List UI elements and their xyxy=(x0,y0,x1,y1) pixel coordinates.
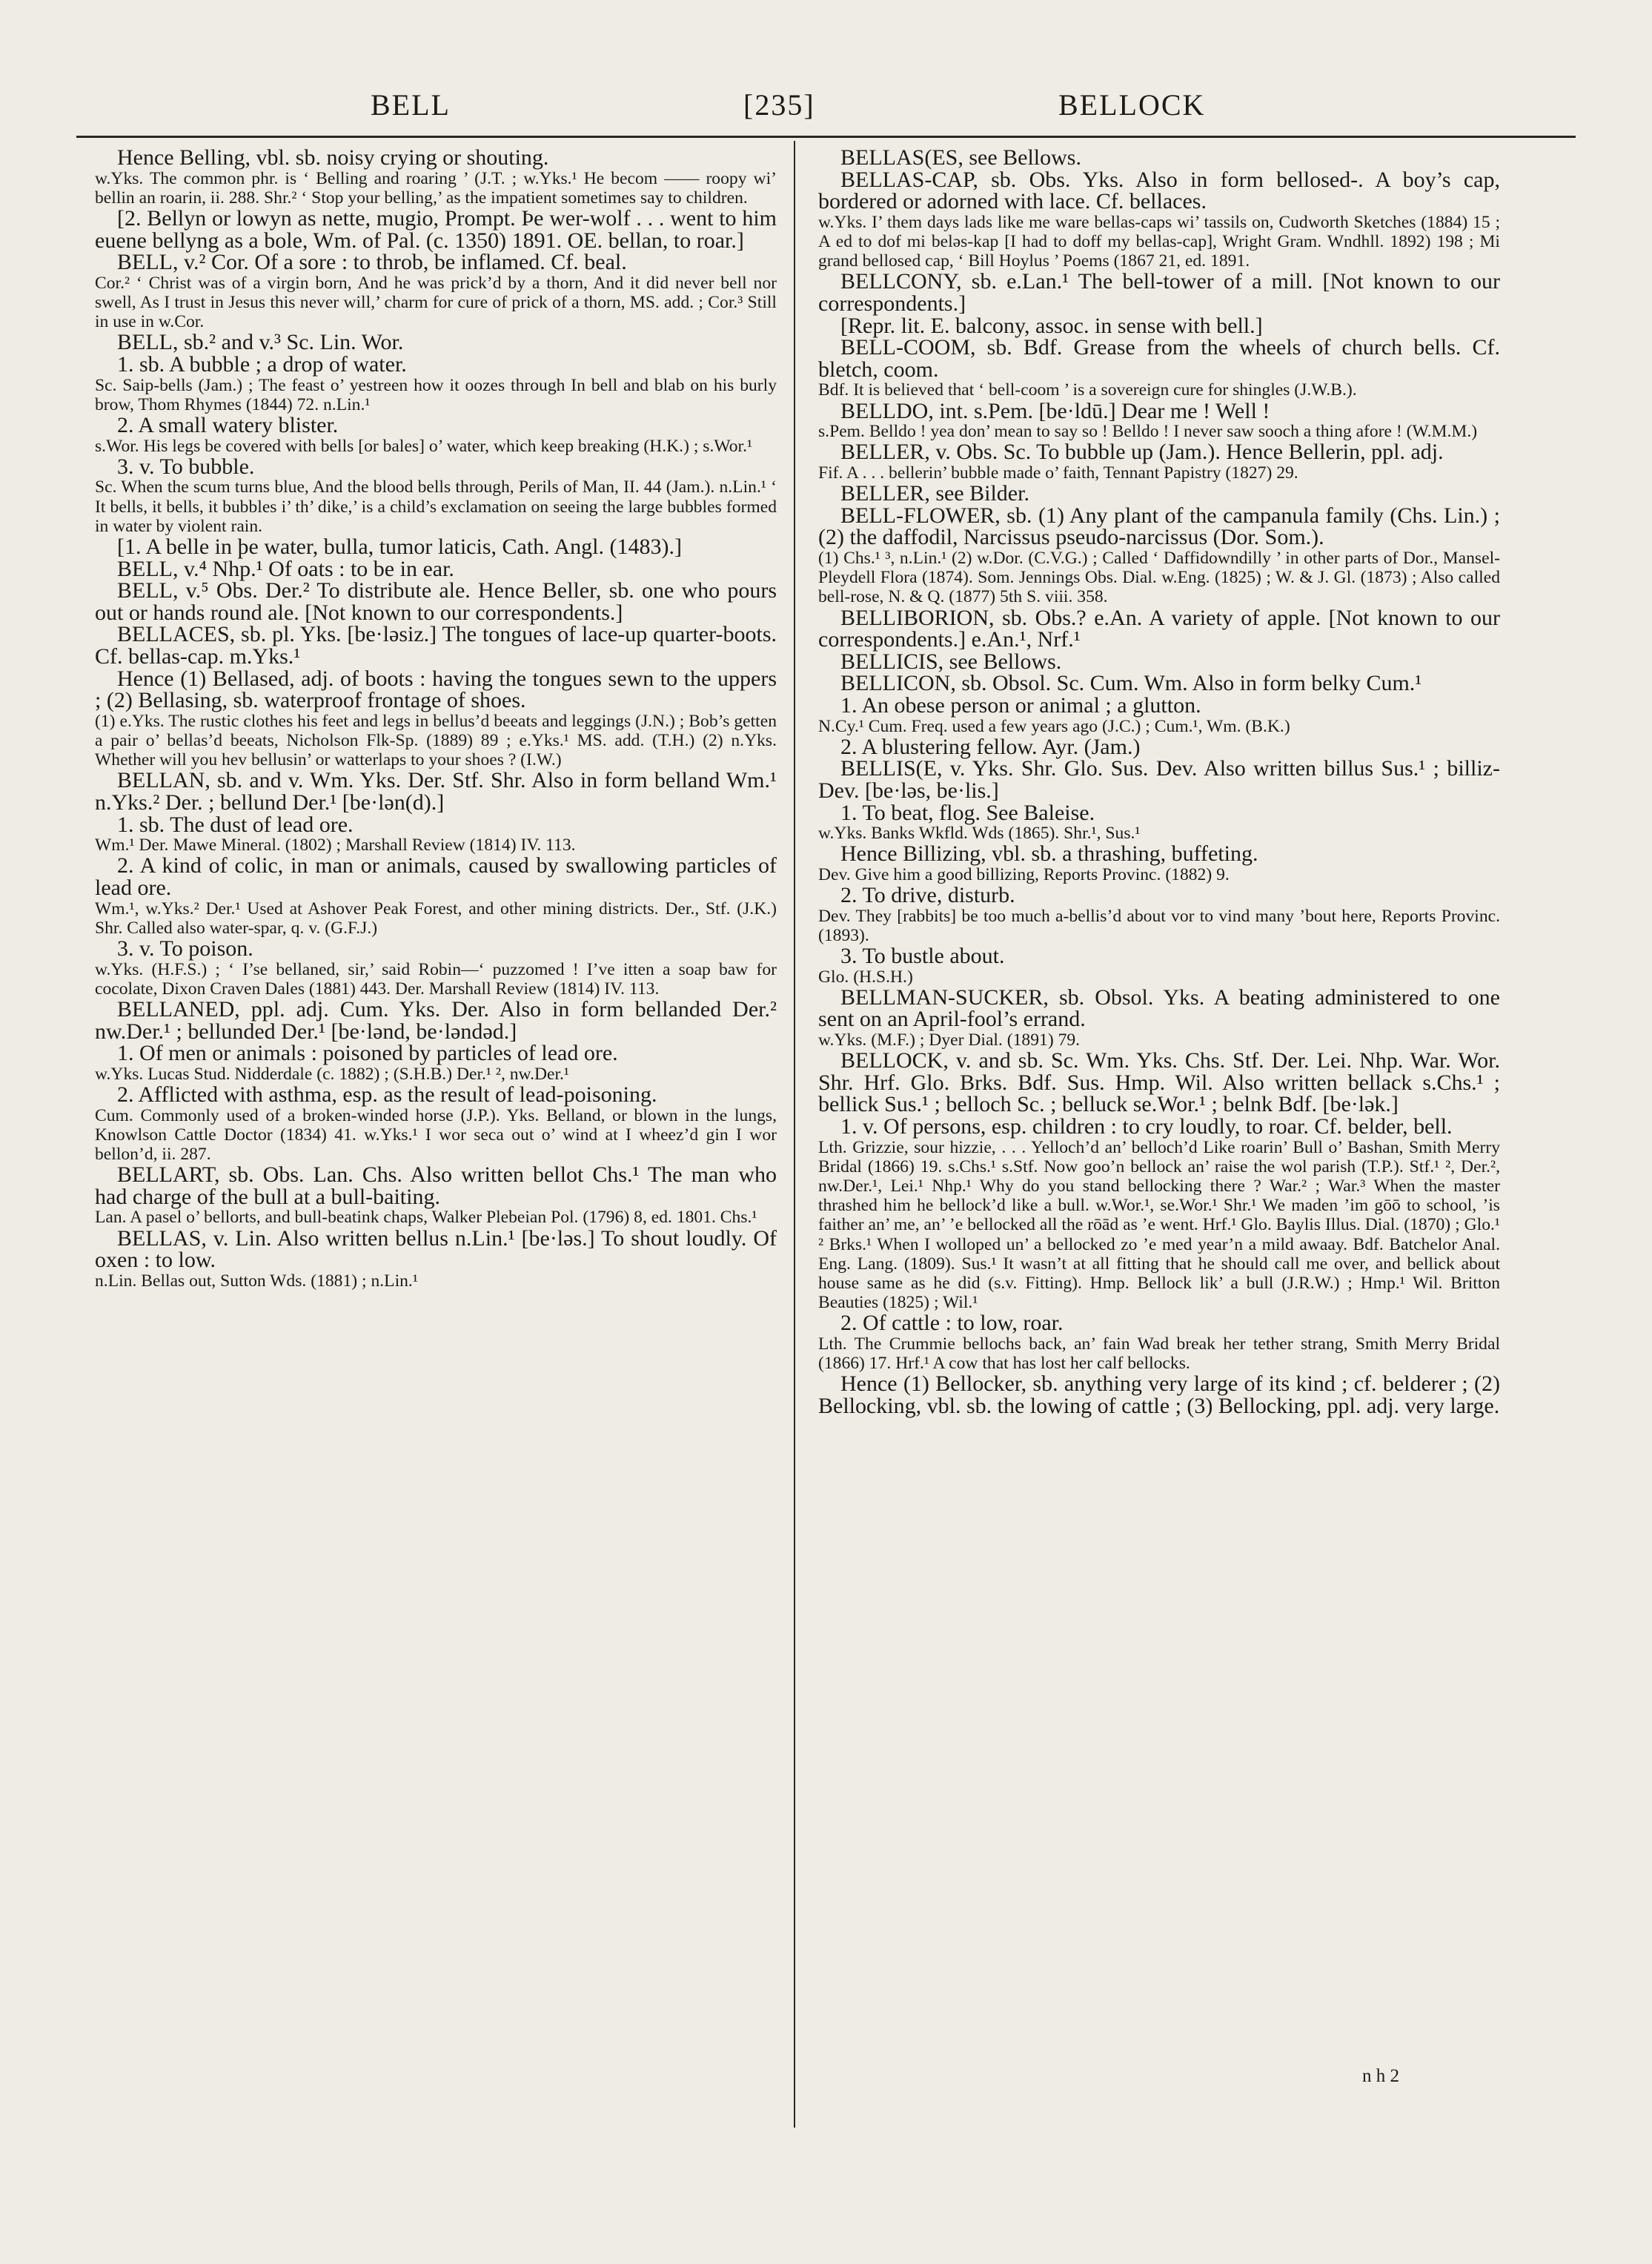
page-number: [235] xyxy=(743,88,815,122)
entry-paragraph: 1. sb. The dust of lead ore. xyxy=(117,812,354,837)
entry-paragraph: BELLANED, ppl. adj. Cum. Yks. Der. Also in form bellanded Der.² nw.Der.¹ ; bellunded Der.¹ [be·lənd, be·ləndəd.] xyxy=(95,996,777,1044)
header-left: BELL xyxy=(371,88,451,122)
citation-paragraph: Bdf. It is believed that ‘ bell-coom ’ is a sovereign cure for shingles (J.W.B.). xyxy=(818,380,1357,400)
entry-paragraph: BELLIBORION, sb. Obs.? e.An. A variety of apple. [Not known to our correspondents.] e.An.¹, Nrf.¹ xyxy=(818,605,1500,652)
citation-paragraph: w.Yks. Banks Wkfld. Wds (1865). Shr.¹, Sus.¹ xyxy=(818,824,1141,844)
citation-paragraph: Lth. Grizzie, sour hizzie, . . . Yelloch’d an’ belloch’d Like roarin’ Bull o’ Bashan, Smith Merry Bridal (1866) 19. s.Chs.¹ s.Stf. Now goo’n bellock an’ raise the wol parish (T.P.). Stf.¹ ², Der.², nw.Der.¹, Lei.¹ Nhp.¹ Why do you stand bellocking there ? War.² ; War.³ When the master thrashed him he bellock’d like a bull. w.Wor.¹, se.Wor.¹ Shr.¹ We maden ’im gōō to school, ’is faither an’ me, an’ ’e bellocked all the rōād as ’e went. Hrf.¹ Glo. Baylis Illus. Dial. (1870) ; Glo.¹ ² Brks.¹ When I wolloped un’ a bellocked zo ’e med year’n a mild awaay. Bdf. Batchelor Anal. Eng. Lang. (1809). Sus.¹ It wasn’t at all fitting that he should call me over, and bellick about house same as he did (s.v. Fitting). Hmp. Bellock lik’ a bull (J.R.W.) ; Hmp.¹ Wil. Britton Beauties (1825) ; Wil.¹ xyxy=(818,1137,1500,1313)
citation-paragraph: w.Yks. (H.F.S.) ; ‘ I’se bellaned, sir,’ said Robin—‘ puzzomed ! I’ve itten a soap baw for cocolate, Dixon Craven Dales (1881) 443. Der. Marshall Review (1814) IV. 113. xyxy=(95,959,777,999)
entry-paragraph: BELLAN, sb. and v. Wm. Yks. Der. Stf. Shr. Also in form belland Wm.¹ n.Yks.² Der. ; bellund Der.¹ [be·lən(d).] xyxy=(95,768,777,815)
entry-paragraph: 1. Of men or animals : poisoned by particles of lead ore. xyxy=(117,1041,618,1066)
citation-paragraph: Fif. A . . . bellerin’ bubble made o’ faith, Tennant Papistry (1827) 29. xyxy=(818,463,1298,483)
entry-paragraph: 2. A kind of colic, in man or animals, caused by swallowing particles of lead ore. xyxy=(95,853,777,900)
right-column xyxy=(818,147,1500,1417)
entry-paragraph: 1. To beat, flog. See Baleise. xyxy=(840,800,1095,825)
entry-paragraph: BELLAS-CAP, sb. Obs. Yks. Also in form bellosed-. A boy’s cap, bordered or adorned with lace. Cf. bellaces. xyxy=(818,167,1500,214)
entry-paragraph: 3. To bustle about. xyxy=(840,944,1005,969)
column-divider xyxy=(794,141,795,2128)
left-column xyxy=(95,147,777,1291)
citation-paragraph: s.Wor. His legs be covered with bells [or bales] o’ water, which keep breaking (H.K.) ; s.Wor.¹ xyxy=(95,436,753,456)
entry-paragraph: 1. An obese person or animal ; a glutton. xyxy=(840,692,1201,718)
citation-paragraph: w.Yks. Lucas Stud. Nidderdale (c. 1882) ; (S.H.B.) Der.¹ ², nw.Der.¹ xyxy=(95,1064,570,1084)
citation-paragraph: Cum. Commonly used of a broken-winded horse (J.P.). Yks. Belland, or blown in the lungs, Knowlson Cattle Doctor (1834) 41. w.Yks.¹ I wor seca out o’ wind at I wheez’d gin I wor bellon’d, ii. 287. xyxy=(95,1105,777,1164)
entry-paragraph: BELLOCK, v. and sb. Sc. Wm. Yks. Chs. Stf. Der. Lei. Nhp. War. Wor. Shr. Hrf. Glo. Brks. Bdf. Sus. Hmp. Wil. Also written bellack s.Chs.¹ ; bellick Sus.¹ ; belloch Sc. ; belluck se.Wor.¹ ; belnk Bdf. [be·lək.] xyxy=(818,1048,1500,1117)
entry-paragraph: BELLMAN-SUCKER, sb. Obsol. Yks. A beating administered to one sent on an April-fool’s errand. xyxy=(818,984,1500,1032)
citation-paragraph: w.Yks. I’ them days lads like me ware bellas-caps wi’ tassils on, Cudworth Sketches (1884) 15 ; A ed to dof mi beləs-kap [I had to doff my bellas-cap], Wright Gram. Wndhll. 1892) 198 ; Mi grand bellosed cap, ‘ Bill Hoylus ’ Poems (1867 21, ed. 1891. xyxy=(818,212,1500,271)
entry-paragraph: BELL, v.⁴ Nhp.¹ Of oats : to be in ear. xyxy=(117,556,454,581)
entry-paragraph: BELLCONY, sb. e.Lan.¹ The bell-tower of a mill. [Not known to our correspondents.] xyxy=(818,269,1500,316)
entry-paragraph: Hence (1) Bellased, adj. of boots : having the tongues sewn to the uppers ; (2) Bellasing, sb. waterproof frontage of shoes. xyxy=(95,666,777,713)
entry-paragraph: BELLIS(E, v. Yks. Shr. Glo. Sus. Dev. Also written billus Sus.¹ ; billiz- Dev. [be·ləs, be·lis.] xyxy=(818,756,1500,803)
entry-paragraph: 1. v. Of persons, esp. children : to cry loudly, to roar. Cf. belder, bell. xyxy=(840,1114,1453,1139)
entry-paragraph: BELLAS, v. Lin. Also written bellus n.Lin.¹ [be·ləs.] To shout loudly. Of oxen : to low. xyxy=(95,1225,777,1273)
entry-paragraph: 3. v. To bubble. xyxy=(117,454,255,479)
entry-paragraph: BELL, sb.² and v.³ Sc. Lin. Wor. xyxy=(117,330,404,355)
entry-paragraph: [1. A belle in þe water, bulla, tumor laticis, Cath. Angl. (1483).] xyxy=(117,534,682,559)
entry-paragraph: 2. A blustering fellow. Ayr. (Jam.) xyxy=(840,734,1141,759)
citation-paragraph: Wm.¹ Der. Mawe Mineral. (1802) ; Marshall Review (1814) IV. 113. xyxy=(95,835,576,855)
citation-paragraph: Dev. Give him a good billizing, Reports Provinc. (1882) 9. xyxy=(818,864,1230,884)
entry-paragraph: BELLICON, sb. Obsol. Sc. Cum. Wm. Also in form belky Cum.¹ xyxy=(840,671,1422,696)
citation-paragraph: Sc. Saip-bells (Jam.) ; The feast o’ yestreen how it oozes through In bell and blab on his burly brow, Thom Rhymes (1844) 72. n.Lin.¹ xyxy=(95,375,777,414)
entry-paragraph: BELL, v.⁵ Obs. Der.² To distribute ale. Hence Beller, sb. one who pours out or hands round ale. [Not known to our correspondents.] xyxy=(95,578,777,625)
entry-paragraph: [Repr. lit. E. balcony, assoc. in sense with bell.] xyxy=(840,313,1263,338)
citation-paragraph: Lth. The Crummie bellochs back, an’ fain Wad break her tether strang, Smith Merry Bridal (1866) 17. Hrf.¹ A cow that has lost her calf bellocks. xyxy=(818,1334,1500,1374)
citation-paragraph: (1) Chs.¹ ³, n.Lin.¹ (2) w.Dor. (C.V.G.) ; Called ‘ Daffidowndilly ’ in other parts of Dor., Mansel-Pleydell Flora (1874). Som. Jennings Obs. Dial. w.Eng. (1825) ; W. & J. Gl. (1873) ; Also called bell-rose, N. & Q. (1877) 5th S. viii. 358. xyxy=(818,548,1500,607)
entry-paragraph: 2. Afflicted with asthma, esp. as the result of lead-poisoning. xyxy=(117,1082,657,1107)
citation-paragraph: N.Cy.¹ Cum. Freq. used a few years ago (J.C.) ; Cum.¹, Wm. (B.K.) xyxy=(818,716,1290,736)
citation-paragraph: Lan. A pasel o’ bellorts, and bull-beatink chaps, Walker Plebeian Pol. (1796) 8, ed. 1801. Chs.¹ xyxy=(95,1208,757,1228)
citation-paragraph: Cor.² ‘ Christ was of a virgin born, And he was prick’d by a thorn, And it did never bell nor swell, As I trust in Jesus this never will,’ charm for cure of prick of a thorn, MS. add. ; Cor.³ Still in use in w.Cor. xyxy=(95,273,777,332)
entry-paragraph: 2. To drive, disturb. xyxy=(840,883,1015,908)
citation-paragraph: Dev. They [rabbits] be too much a-bellis’d about vor to vind many ’bout here, Reports Provinc. (1893). xyxy=(818,906,1500,945)
entry-paragraph: BELLICIS, see Bellows. xyxy=(840,649,1062,674)
citation-paragraph: s.Pem. Belldo ! yea don’ mean to say so ! Belldo ! I never saw sooch a thing afore ! (W.M.M.) xyxy=(818,422,1478,442)
entry-paragraph: BELLAS(ES, see Bellows. xyxy=(840,145,1081,170)
entry-paragraph: BELLER, see Bilder. xyxy=(840,481,1029,506)
entry-paragraph: 1. sb. A bubble ; a drop of water. xyxy=(117,351,407,377)
entry-paragraph: 2. Of cattle : to low, roar. xyxy=(840,1311,1064,1336)
entry-paragraph: BELL-COOM, sb. Bdf. Grease from the wheels of church bells. Cf. bletch, coom. xyxy=(818,335,1500,382)
citation-paragraph: w.Yks. (M.F.) ; Dyer Dial. (1891) 79. xyxy=(818,1030,1081,1050)
entry-paragraph: BELLDO, int. s.Pem. [be·ldū.] Dear me ! Well ! xyxy=(840,398,1270,423)
entry-paragraph: 2. A small watery blister. xyxy=(117,412,339,437)
entry-paragraph: BELL, v.² Cor. Of a sore : to throb, be inflamed. Cf. beal. xyxy=(117,250,627,275)
header-right: BELLOCK xyxy=(1058,88,1206,122)
citation-paragraph: (1) e.Yks. The rustic clothes his feet and legs in bellus’d beeats and leggings (J.N.) ; Bob’s getten a pair o’ bellas’d beeats, Nicholson Flk-Sp. (1889) 89 ; e.Yks.¹ MS. add. (T.H.) (2) n.Yks. Whether will you hev bellusin’ or watterlaps to your shoes ? (I.W.) xyxy=(95,711,777,770)
entry-paragraph: BELLACES, sb. pl. Yks. [be·ləsiz.] The tongues of lace-up quarter-boots. Cf. bellas-cap. m.Yks.¹ xyxy=(95,622,777,669)
entry-paragraph: [2. Bellyn or lowyn as nette, mugio, Prompt. Þe wer-wolf . . . went to him euene bellyng as a bole, Wm. of Pal. (c. 1350) 1891. OE. bellan, to roar.] xyxy=(95,206,777,253)
citation-paragraph: Wm.¹, w.Yks.² Der.¹ Used at Ashover Peak Forest, and other mining districts. Der., Stf. (J.K.) Shr. Called also water-spar, q. v. (G.F.J.) xyxy=(95,898,777,938)
citation-paragraph: Glo. (H.S.H.) xyxy=(818,967,913,987)
citation-paragraph: n.Lin. Bellas out, Sutton Wds. (1881) ; n.Lin.¹ xyxy=(95,1271,418,1291)
signature-mark: n h 2 xyxy=(1362,2066,1399,2086)
entry-paragraph: BELLART, sb. Obs. Lan. Chs. Also written bellot Chs.¹ The man who had charge of the bull at a bull-baiting. xyxy=(95,1162,777,1209)
citation-paragraph: w.Yks. The common phr. is ‘ Belling and roaring ’ (J.T. ; w.Yks.¹ He becom —— roopy wi’ bellin an roarin, ii. 288. Shr.² ‘ Stop your belling,’ as the impatient sometimes say to children. xyxy=(95,168,777,208)
top-rule xyxy=(76,136,1576,138)
entry-paragraph: Hence Billizing, vbl. sb. a thrashing, buffeting. xyxy=(840,841,1258,867)
citation-paragraph: Sc. When the scum turns blue, And the blood bells through, Perils of Man, II. 44 (Jam.). n.Lin.¹ ‘ It bells, it bells, it bubbles i’ th’ dike,’ is a child’s exclamation on seeing the large bubbles formed in water by violent rain. xyxy=(95,477,777,536)
entry-paragraph: Hence Belling, vbl. sb. noisy crying or shouting. xyxy=(117,145,549,170)
entry-paragraph: Hence (1) Bellocker, sb. anything very large of its kind ; cf. belderer ; (2) Bellocking, vbl. sb. the lowing of cattle ; (3) Bellocking, ppl. adj. very large. xyxy=(818,1371,1500,1419)
entry-paragraph: BELLER, v. Obs. Sc. To bubble up (Jam.). Hence Bellerin, ppl. adj. xyxy=(840,440,1444,465)
entry-paragraph: BELL-FLOWER, sb. (1) Any plant of the campanula family (Chs. Lin.) ; (2) the daffodil, Narcissus pseudo-narcissus (Dor. Som.). xyxy=(818,503,1500,550)
entry-paragraph: 3. v. To poison. xyxy=(117,936,253,961)
